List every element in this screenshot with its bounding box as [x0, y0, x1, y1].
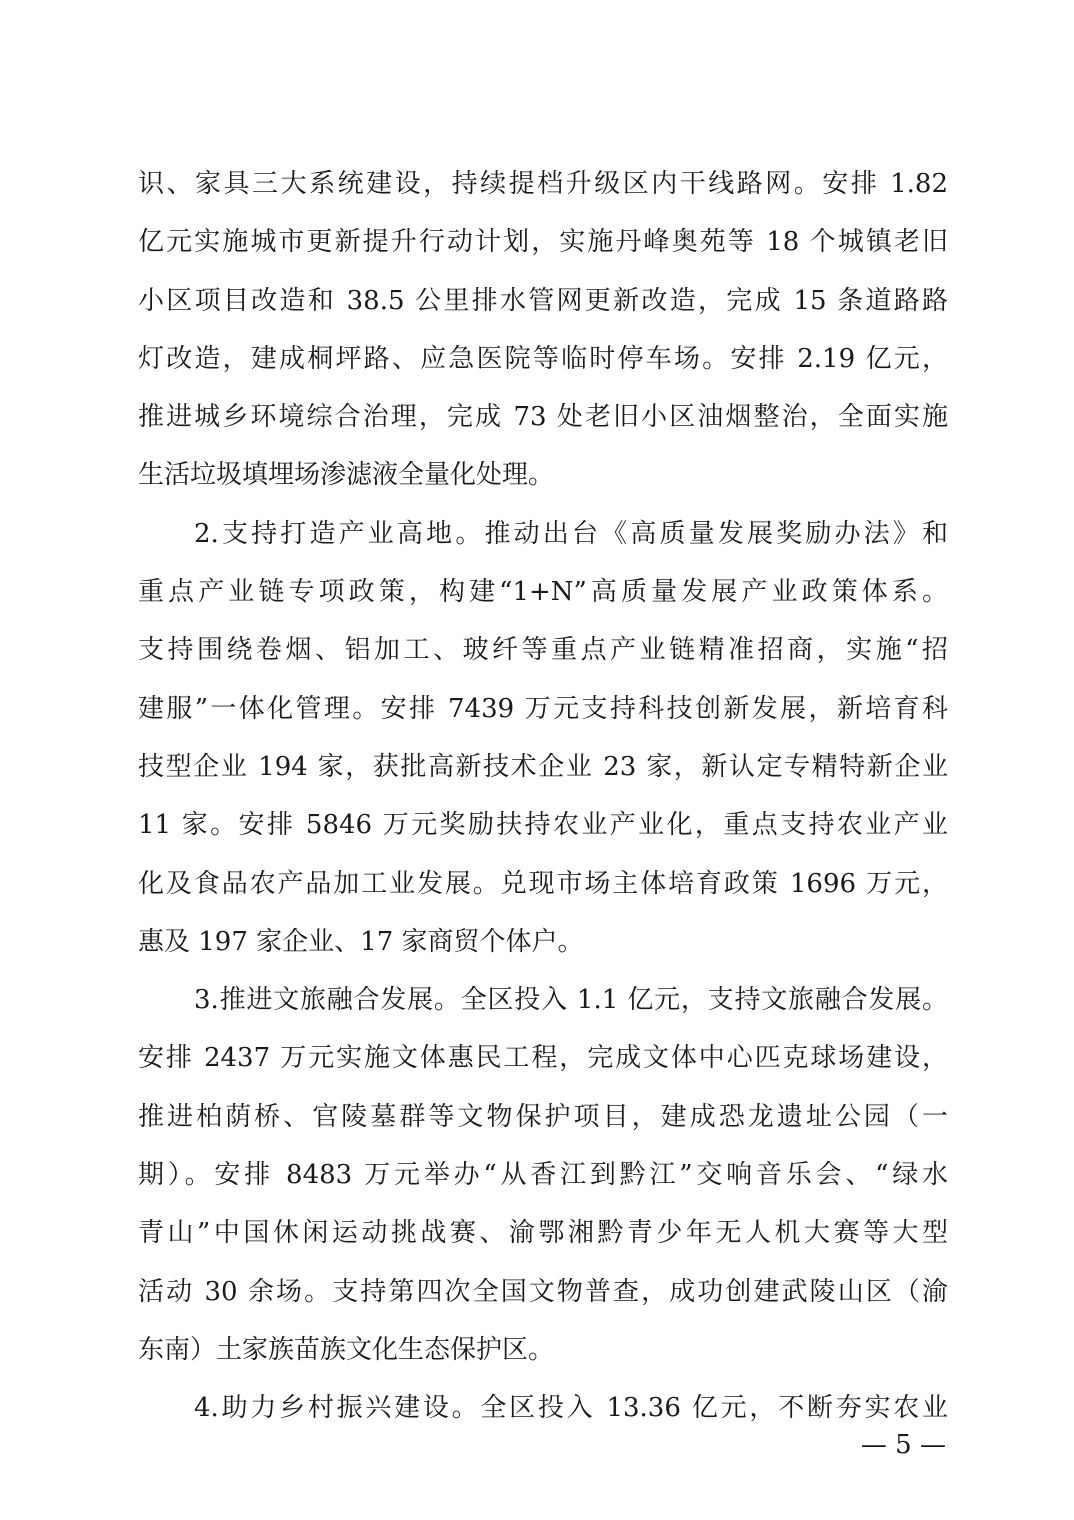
paragraph-first-line: 4.助力乡村振兴建设。全区投入 13.36 亿元，不断夯实农业	[194, 1393, 948, 1424]
text-line: 11 家。安排 5846 万元奖励扶持农业产业化，重点支持农业产业	[138, 810, 948, 841]
text-line: 推进城乡环境综合治理，完成 73 处老旧小区油烟整治，全面实施	[138, 402, 948, 433]
text-line: 识、家具三大系统建设，持续提档升级区内干线路网。安排 1.82	[138, 169, 948, 199]
text-line: 化及食品农产品加工业发展。兑现市场主体培育政策 1696 万元，	[138, 868, 948, 899]
text-line: 技型企业 194 家，获批高新技术企业 23 家，新认定专精特新企业	[138, 751, 948, 782]
text-line: 生活垃圾填埋场渗滤液全量化处理。	[138, 460, 555, 491]
text-line: 灯改造，建成桐坪路、应急医院等临时停车场。安排 2.19 亿元，	[138, 343, 948, 374]
text-line: 东南）土家族苗族文化生态保护区。	[138, 1334, 555, 1365]
body-text	[138, 155, 948, 1438]
text-line: 安排 2437 万元实施文体惠民工程，完成文体中心匹克球场建设，	[138, 1043, 948, 1074]
page-number: — 5 —	[860, 1430, 946, 1460]
text-line: 支持围绕卷烟、铝加工、玻纤等重点产业链精准招商，实施“招	[138, 635, 948, 666]
text-line: 亿元实施城市更新提升行动计划，实施丹峰奥苑等 18 个城镇老旧	[138, 227, 948, 258]
text-line: 推进柏荫桥、官陵墓群等文物保护项目，建成恐龙遗址公园（一	[138, 1101, 948, 1132]
text-line: 重点产业链专项政策，构建“1+N”高质量发展产业政策体系。	[138, 577, 948, 608]
text-line: 青山”中国休闲运动挑战赛、渝鄂湘黔青少年无人机大赛等大型	[138, 1218, 948, 1249]
text-line: 期）。安排 8483 万元举办“从香江到黔江”交响音乐会、“绿水	[138, 1160, 948, 1191]
paragraph-first-line: 3.推进文旅融合发展。全区投入 1.1 亿元，支持文旅融合发展。	[194, 985, 948, 1016]
paragraph-first-line: 2.支持打造产业高地。推动出台《高质量发展奖励办法》和	[194, 518, 948, 549]
text-line: 建服”一体化管理。安排 7439 万元支持科技创新发展，新培育科	[138, 693, 948, 724]
text-line: 活动 30 余场。支持第四次全国文物普查，成功创建武陵山区（渝	[138, 1276, 948, 1307]
text-line: 惠及 197 家企业、17 家商贸个体户。	[138, 926, 584, 957]
text-line: 小区项目改造和 38.5 公里排水管网更新改造，完成 15 条道路路	[138, 285, 948, 316]
